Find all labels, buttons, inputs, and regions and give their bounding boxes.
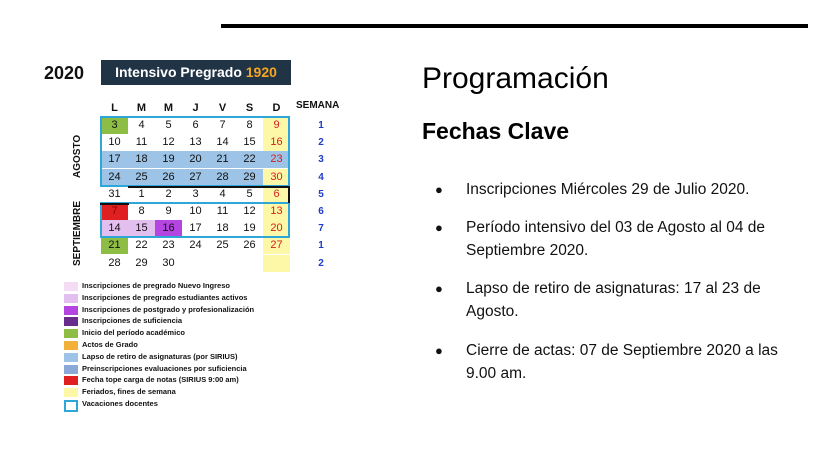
legend-item	[64, 341, 364, 351]
week-number: 2	[318, 257, 324, 269]
legend-item	[64, 282, 364, 292]
legend-label: Vacaciones docentes	[82, 399, 158, 408]
calendar-day: 19	[155, 151, 182, 168]
calendar-day: 5	[246, 187, 253, 200]
calendar-day: 13	[263, 203, 290, 220]
legend-item	[64, 317, 364, 327]
day-header: V	[218, 102, 227, 114]
legend-label: Inicio del período académico	[82, 328, 185, 338]
legend-swatch	[64, 306, 78, 315]
page-title: Programación	[422, 62, 609, 95]
calendar-day: 29	[236, 169, 263, 186]
period-end-marker	[128, 186, 290, 203]
bullet-icon: ●	[435, 281, 443, 296]
calendar-day: 2	[165, 187, 172, 200]
calendar-day	[263, 255, 290, 272]
calendar-day: 14	[101, 220, 128, 237]
banner-text: Intensivo Pregrado	[115, 64, 246, 80]
week-number: 2	[318, 137, 324, 149]
month-label-august: AGOSTO	[72, 134, 83, 178]
legend-swatch	[64, 400, 78, 412]
legend-label: Inscripciones de postgrado y profesionalización	[82, 304, 255, 314]
calendar-day: 24	[189, 239, 202, 252]
calendar-day: 7	[101, 203, 128, 220]
calendar-day: 9	[165, 205, 172, 217]
day-header: S	[245, 102, 254, 114]
bullet-icon: ●	[435, 220, 443, 235]
calendar-day: 26	[155, 169, 182, 186]
day-header: D	[272, 102, 281, 114]
calendar-day: 10	[189, 205, 202, 217]
calendar-day: 1	[138, 187, 145, 200]
calendar-day: 23	[263, 151, 290, 168]
calendar-day	[236, 255, 263, 272]
calendar-day: 26	[243, 239, 256, 252]
legend-swatch	[64, 329, 78, 338]
legend-item	[64, 306, 364, 316]
legend-label: Fecha tope carga de notas (SIRIUS 9:00 am)	[82, 375, 239, 385]
key-date-item	[435, 178, 811, 201]
calendar-day: 25	[216, 239, 229, 252]
calendar-day: 30	[162, 256, 175, 269]
calendar-day: 3	[192, 187, 199, 200]
calendar-day: 11	[135, 136, 148, 149]
calendar-day: 25	[128, 169, 155, 186]
calendar-day: 14	[216, 136, 229, 149]
calendar-day: 16	[155, 220, 182, 237]
calendar-year: 2020	[44, 63, 85, 83]
legend-item	[64, 400, 364, 410]
calendar-day: 28	[209, 169, 236, 186]
calendar-day: 16	[263, 134, 290, 151]
week-number: 1	[318, 120, 324, 131]
legend-swatch	[64, 282, 78, 291]
legend-swatch	[64, 341, 78, 350]
key-date-text: Lapso de retiro de asignaturas: 17 al 23 de Agosto.	[466, 280, 761, 320]
legend-label: Preinscripciones evaluaciones por suficiencia	[82, 363, 247, 373]
calendar-day: 28	[108, 256, 121, 269]
period-end-marker	[100, 203, 129, 205]
bullet-icon: ●	[435, 343, 443, 358]
legend-swatch	[64, 353, 78, 362]
calendar-day: 18	[216, 222, 229, 235]
calendar-day: 18	[128, 151, 155, 168]
calendar-day	[182, 255, 209, 272]
calendar-day: 17	[101, 151, 128, 168]
day-header: J	[192, 102, 199, 114]
key-date-item	[435, 216, 811, 262]
calendar-day: 4	[219, 187, 226, 200]
legend-item	[64, 353, 364, 363]
key-date-item	[435, 339, 811, 385]
calendar-day: 13	[189, 136, 202, 149]
vacation-border-august	[100, 116, 290, 187]
week-number: 3	[318, 154, 324, 166]
week-number: 4	[318, 171, 324, 183]
month-label-september: SEPTIEMBRE	[72, 200, 83, 266]
calendar-day: 23	[162, 239, 175, 252]
calendar-day: 4	[138, 119, 145, 131]
calendar-day: 8	[246, 119, 253, 131]
calendar-day: 6	[192, 119, 199, 131]
legend-swatch	[64, 388, 78, 397]
calendar-day: 21	[209, 151, 236, 168]
calendar-day: 15	[128, 220, 155, 237]
calendar-day: 24	[101, 169, 128, 186]
legend-swatch	[64, 317, 78, 326]
week-header: SEMANA	[296, 100, 340, 111]
week-number: 5	[318, 188, 324, 200]
day-header: M	[163, 102, 174, 114]
week-number: 7	[318, 223, 324, 235]
week-number: 6	[318, 206, 324, 217]
calendar-day: 17	[189, 222, 202, 235]
calendar-day: 5	[165, 119, 172, 131]
calendar-grid	[0, 0, 400, 280]
section-subtitle: Fechas Clave	[422, 118, 570, 144]
calendar-day: 22	[135, 239, 148, 252]
legend-label: Actos de Grado	[82, 340, 138, 349]
calendar-day: 29	[135, 256, 148, 269]
calendar-day: 9	[263, 117, 290, 134]
calendar-day: 11	[216, 205, 229, 217]
legend-item	[64, 376, 364, 386]
calendar-day: 27	[263, 237, 290, 254]
legend-label: Inscripciones de pregrado Nuevo Ingreso	[82, 281, 230, 290]
legend-swatch	[64, 376, 78, 385]
calendar-day	[209, 255, 236, 272]
key-date-text: Cierre de actas: 07 de Septiembre 2020 a las 9.00 am.	[466, 342, 778, 382]
calendar-day: 20	[182, 151, 209, 168]
legend-label: Inscripciones de suficiencia	[82, 316, 183, 326]
calendar-day: 27	[182, 169, 209, 186]
day-header: L	[111, 102, 118, 114]
calendar-day: 31	[108, 187, 121, 200]
banner-highlight: 1920	[245, 64, 277, 80]
bullet-icon: ●	[435, 182, 443, 197]
legend-label: Feriados, fines de semana	[82, 387, 176, 397]
calendar-day: 22	[236, 151, 263, 168]
calendar-day: 30	[263, 169, 290, 186]
calendar-day: 3	[101, 117, 128, 134]
calendar-day: 8	[138, 205, 145, 217]
legend-item	[64, 388, 364, 398]
legend-label: Lapso de retiro de asignaturas (por SIRIUS)	[82, 351, 238, 361]
key-date-text: Período intensivo del 03 de Agosto al 04 de Septiembre 2020.	[466, 219, 766, 259]
calendar-day: 20	[263, 220, 290, 237]
calendar-day: 12	[243, 205, 256, 217]
key-date-item	[435, 277, 811, 323]
key-date-text: Inscripciones Miércoles 29 de Julio 2020.	[466, 181, 750, 198]
legend-label: Inscripciones de pregrado estudiantes activos	[82, 292, 248, 302]
vacation-border-september	[100, 202, 290, 238]
legend-item	[64, 365, 364, 375]
week-number: 1	[318, 240, 324, 252]
calendar-day: 12	[162, 136, 175, 149]
calendar-day: 15	[243, 136, 256, 149]
calendar-day: 6	[263, 186, 290, 203]
calendar-day: 21	[101, 237, 128, 254]
legend-item	[64, 329, 364, 339]
calendar-day: 10	[108, 136, 121, 149]
legend-swatch	[64, 365, 78, 374]
legend-swatch	[64, 294, 78, 303]
calendar-day: 7	[219, 119, 226, 131]
day-header: M	[136, 102, 147, 114]
legend-item	[64, 294, 364, 304]
calendar-day: 19	[243, 222, 256, 235]
